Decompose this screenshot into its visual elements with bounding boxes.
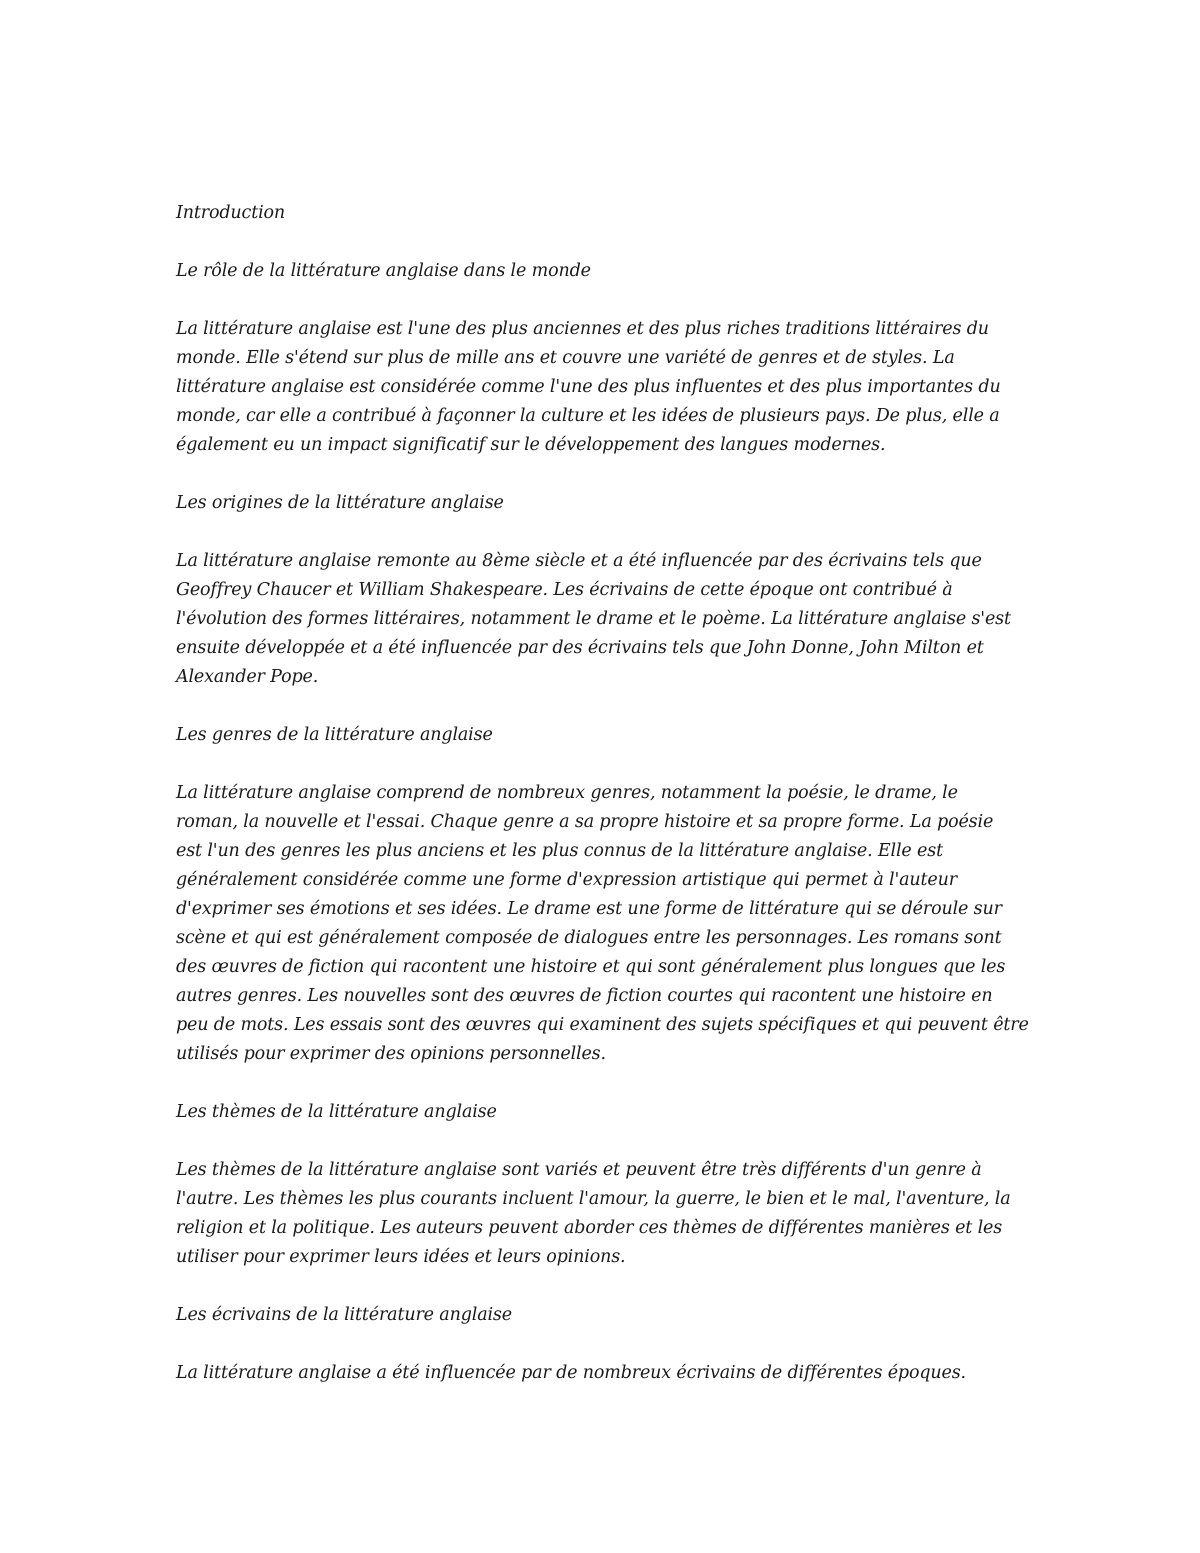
paragraph-writers — [176, 1359, 1036, 1388]
paragraph-line: monde. Elle s'étend sur plus de mille ans et couvre une variété de genres et de styles. La — [176, 348, 955, 368]
paragraph-line: peu de mots. Les essais sont des œuvres qui examinent des sujets spécifiques et qui peuvent être — [176, 1015, 1029, 1035]
paragraph-line: scène et qui est généralement composée de dialogues entre les personnages. Les romans sont — [176, 928, 1002, 948]
paragraph-line: utiliser pour exprimer leurs idées et leurs opinions. — [176, 1247, 626, 1267]
paragraph-line: La littérature anglaise comprend de nombreux genres, notamment la poésie, le drame, le — [176, 783, 958, 803]
heading-introduction: Introduction — [176, 203, 286, 223]
paragraph-role — [176, 315, 1036, 460]
paragraph-line: des œuvres de fiction qui racontent une histoire et qui sont généralement plus longues que les — [176, 957, 1006, 977]
paragraph-line: La littérature anglaise est l'une des plus anciennes et des plus riches traditions littéraires du — [176, 319, 989, 339]
paragraph-line: littérature anglaise est considérée comme l'une des plus influentes et des plus importantes du — [176, 377, 1001, 397]
paragraph-line: Les thèmes de la littérature anglaise sont variés et peuvent être très différents d'un genre à — [176, 1160, 982, 1180]
paragraph-line: La littérature anglaise a été influencée par de nombreux écrivains de différentes époques. — [176, 1363, 966, 1383]
heading-genres: Les genres de la littérature anglaise — [176, 725, 493, 745]
heading-themes: Les thèmes de la littérature anglaise — [176, 1102, 497, 1122]
heading-writers: Les écrivains de la littérature anglaise — [176, 1305, 512, 1325]
paragraph-line: utilisés pour exprimer des opinions personnelles. — [176, 1044, 606, 1064]
paragraph-line: ensuite développée et a été influencée par des écrivains tels que John Donne, John Milton et — [176, 638, 984, 658]
heading-origins: Les origines de la littérature anglaise — [176, 493, 504, 513]
paragraph-line: Alexander Pope. — [176, 667, 319, 687]
paragraph-line: roman, la nouvelle et l'essai. Chaque genre a sa propre histoire et sa propre forme. La poésie — [176, 812, 994, 832]
paragraph-line: monde, car elle a contribué à façonner la culture et les idées de plusieurs pays. De plus, elle a — [176, 406, 1000, 426]
paragraph-line: également eu un impact significatif sur le développement des langues modernes. — [176, 435, 886, 455]
paragraph-line: religion et la politique. Les auteurs peuvent aborder ces thèmes de différentes manières et les — [176, 1218, 1003, 1238]
paragraph-line: l'évolution des formes littéraires, notamment le drame et le poème. La littérature anglaise s'est — [176, 609, 1011, 629]
paragraph-line: La littérature anglaise remonte au 8ème siècle et a été influencée par des écrivains tels que — [176, 551, 982, 571]
heading-role: Le rôle de la littérature anglaise dans le monde — [176, 261, 591, 281]
paragraph-themes — [176, 1156, 1036, 1272]
document-body — [176, 199, 1036, 1417]
paragraph-line: Geoffrey Chaucer et William Shakespeare. Les écrivains de cette époque ont contribué à — [176, 580, 953, 600]
paragraph-genres — [176, 779, 1036, 1069]
paragraph-line: d'exprimer ses émotions et ses idées. Le drame est une forme de littérature qui se déroule sur — [176, 899, 1002, 919]
paragraph-line: autres genres. Les nouvelles sont des œuvres de fiction courtes qui racontent une histoire en — [176, 986, 993, 1006]
paragraph-line: l'autre. Les thèmes les plus courants incluent l'amour, la guerre, le bien et le mal, l'aventure, la — [176, 1189, 1011, 1209]
paragraph-line: généralement considérée comme une forme d'expression artistique qui permet à l'auteur — [176, 870, 957, 890]
paragraph-origins — [176, 547, 1036, 692]
paragraph-line: est l'un des genres les plus anciens et les plus connus de la littérature anglaise. Elle est — [176, 841, 943, 861]
